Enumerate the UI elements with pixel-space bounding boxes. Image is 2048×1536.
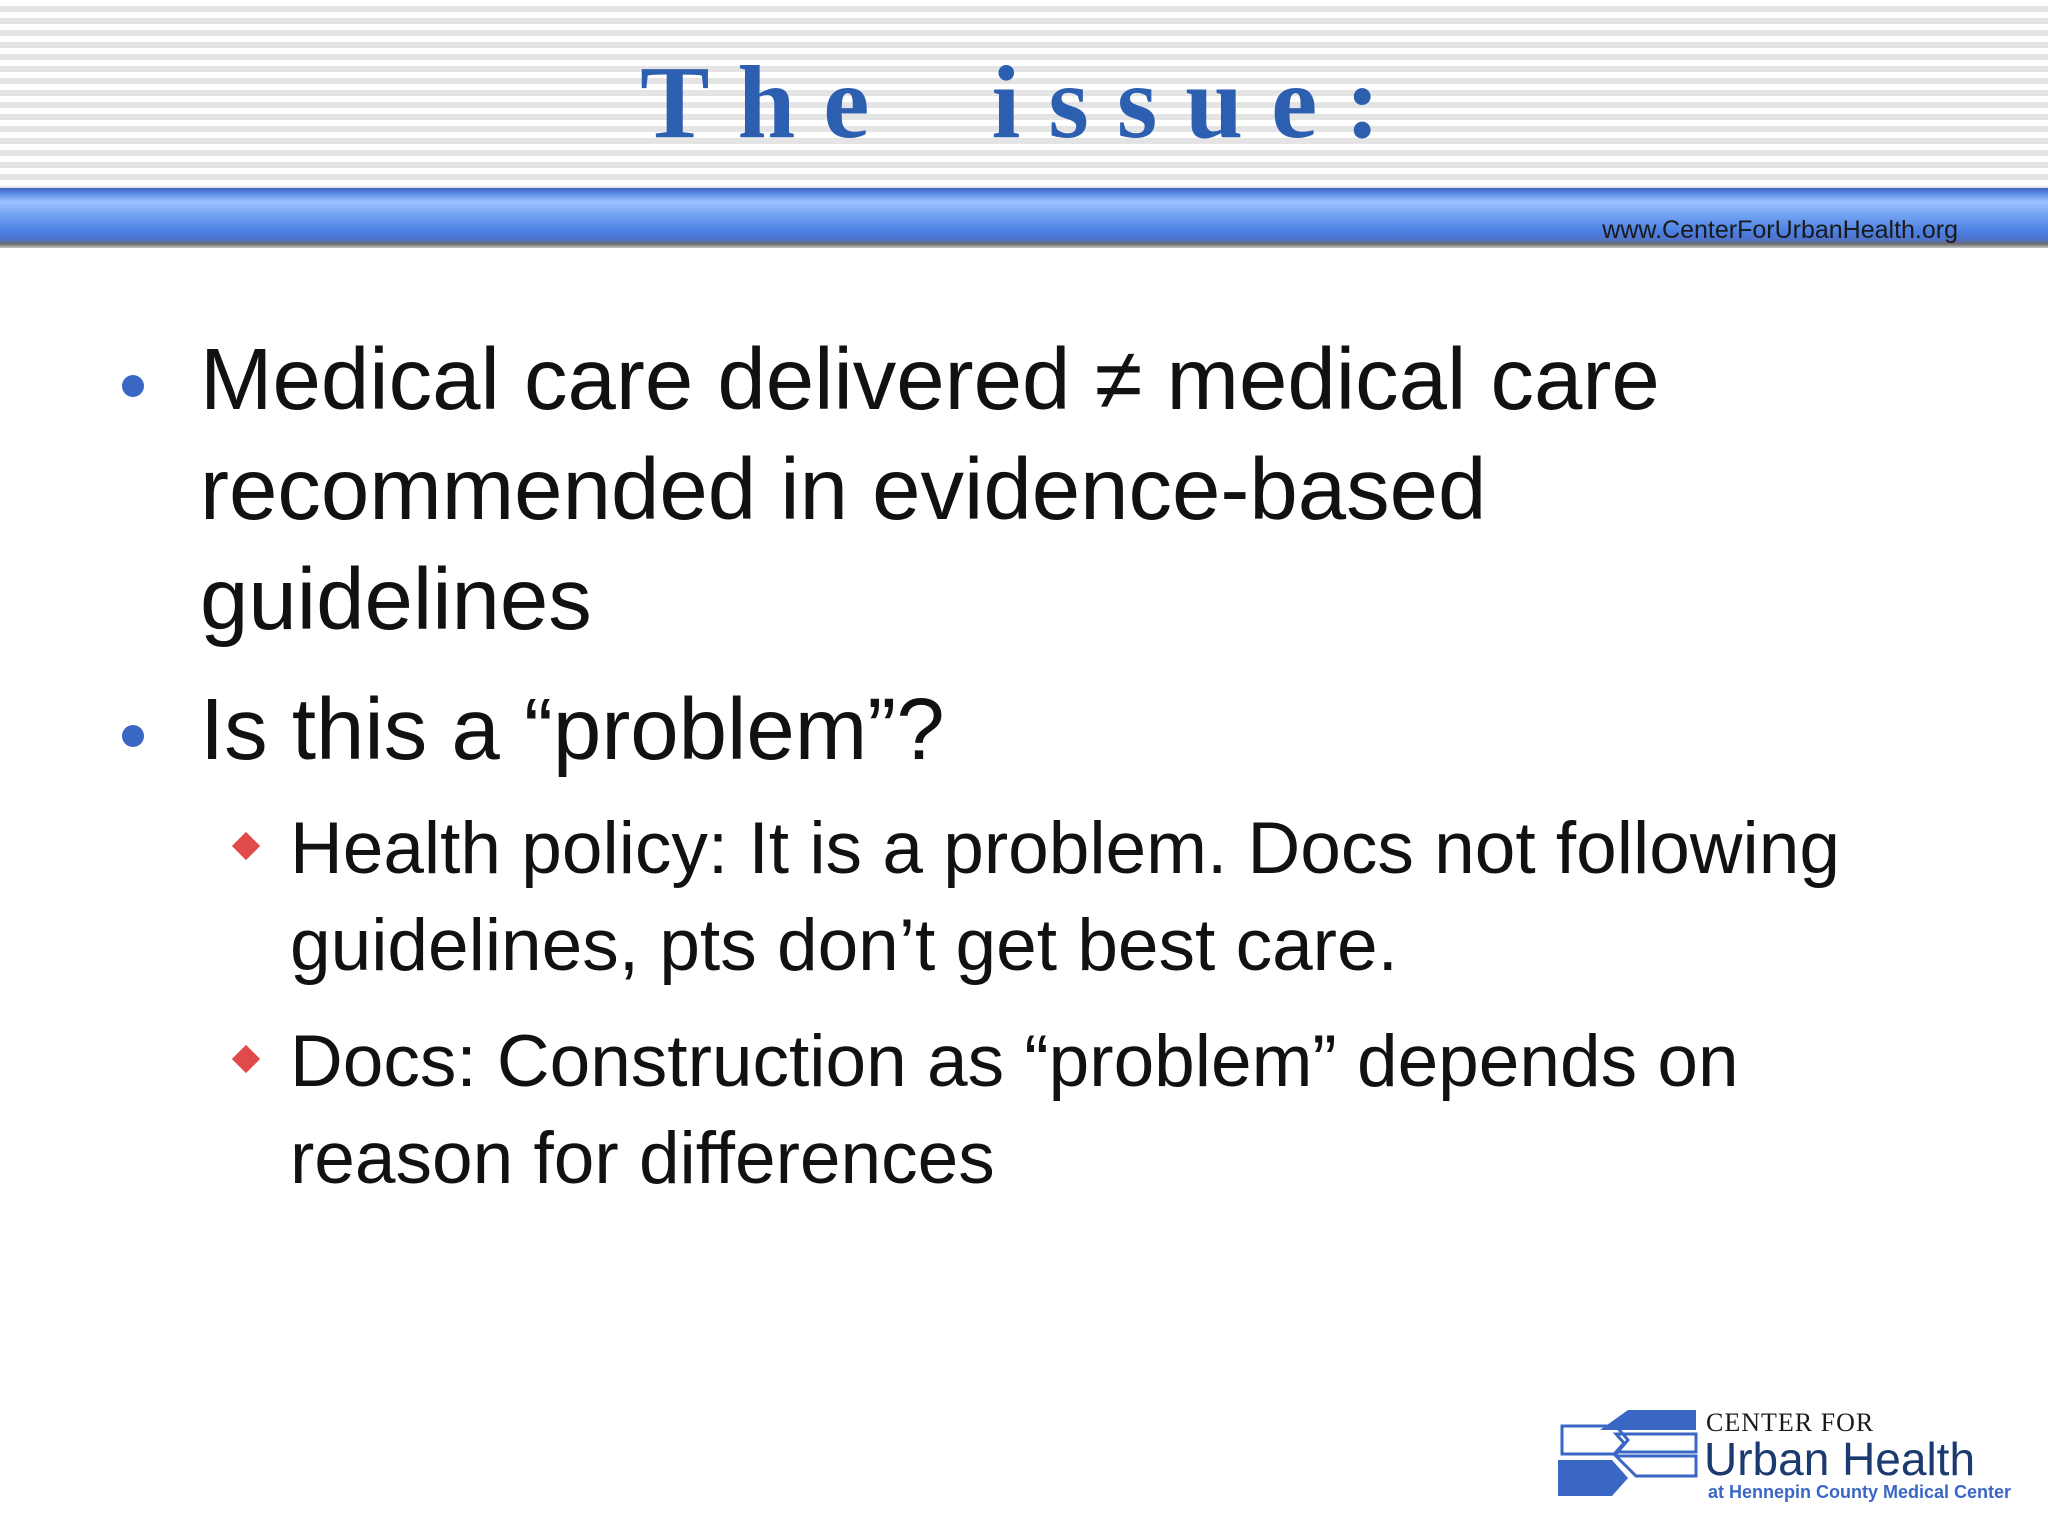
slide-title: The issue: bbox=[640, 45, 1408, 160]
logo-line-2: Urban Health bbox=[1704, 1433, 1976, 1485]
diamond-bullet-icon bbox=[232, 832, 260, 860]
sub-bullet-item bbox=[290, 800, 1930, 994]
bullet-item bbox=[200, 325, 1850, 655]
logo-line-1: CENTER FOR bbox=[1706, 1408, 1875, 1437]
website-url: www.CenterForUrbanHealth.org bbox=[1602, 216, 1958, 244]
bullet-dot-icon bbox=[122, 375, 144, 397]
bullet-dot-icon bbox=[122, 725, 144, 747]
bullet-text: Is this a “problem”? bbox=[200, 681, 945, 778]
sub-bullet-item bbox=[290, 1013, 1930, 1207]
sub-bullet-text: Docs: Construction as “problem” depends on reason for differences bbox=[290, 1021, 1739, 1199]
bullet-item bbox=[200, 675, 1850, 785]
bullet-text: Medical care delivered ≠ medical care recommended in evidence-based guidelines bbox=[200, 331, 1660, 648]
sub-bullet-text: Health policy: It is a problem. Docs not following guidelines, pts don’t get best care. bbox=[290, 808, 1840, 986]
logo-line-3: at Hennepin County Medical Center bbox=[1708, 1482, 2012, 1502]
diamond-bullet-icon bbox=[232, 1045, 260, 1073]
